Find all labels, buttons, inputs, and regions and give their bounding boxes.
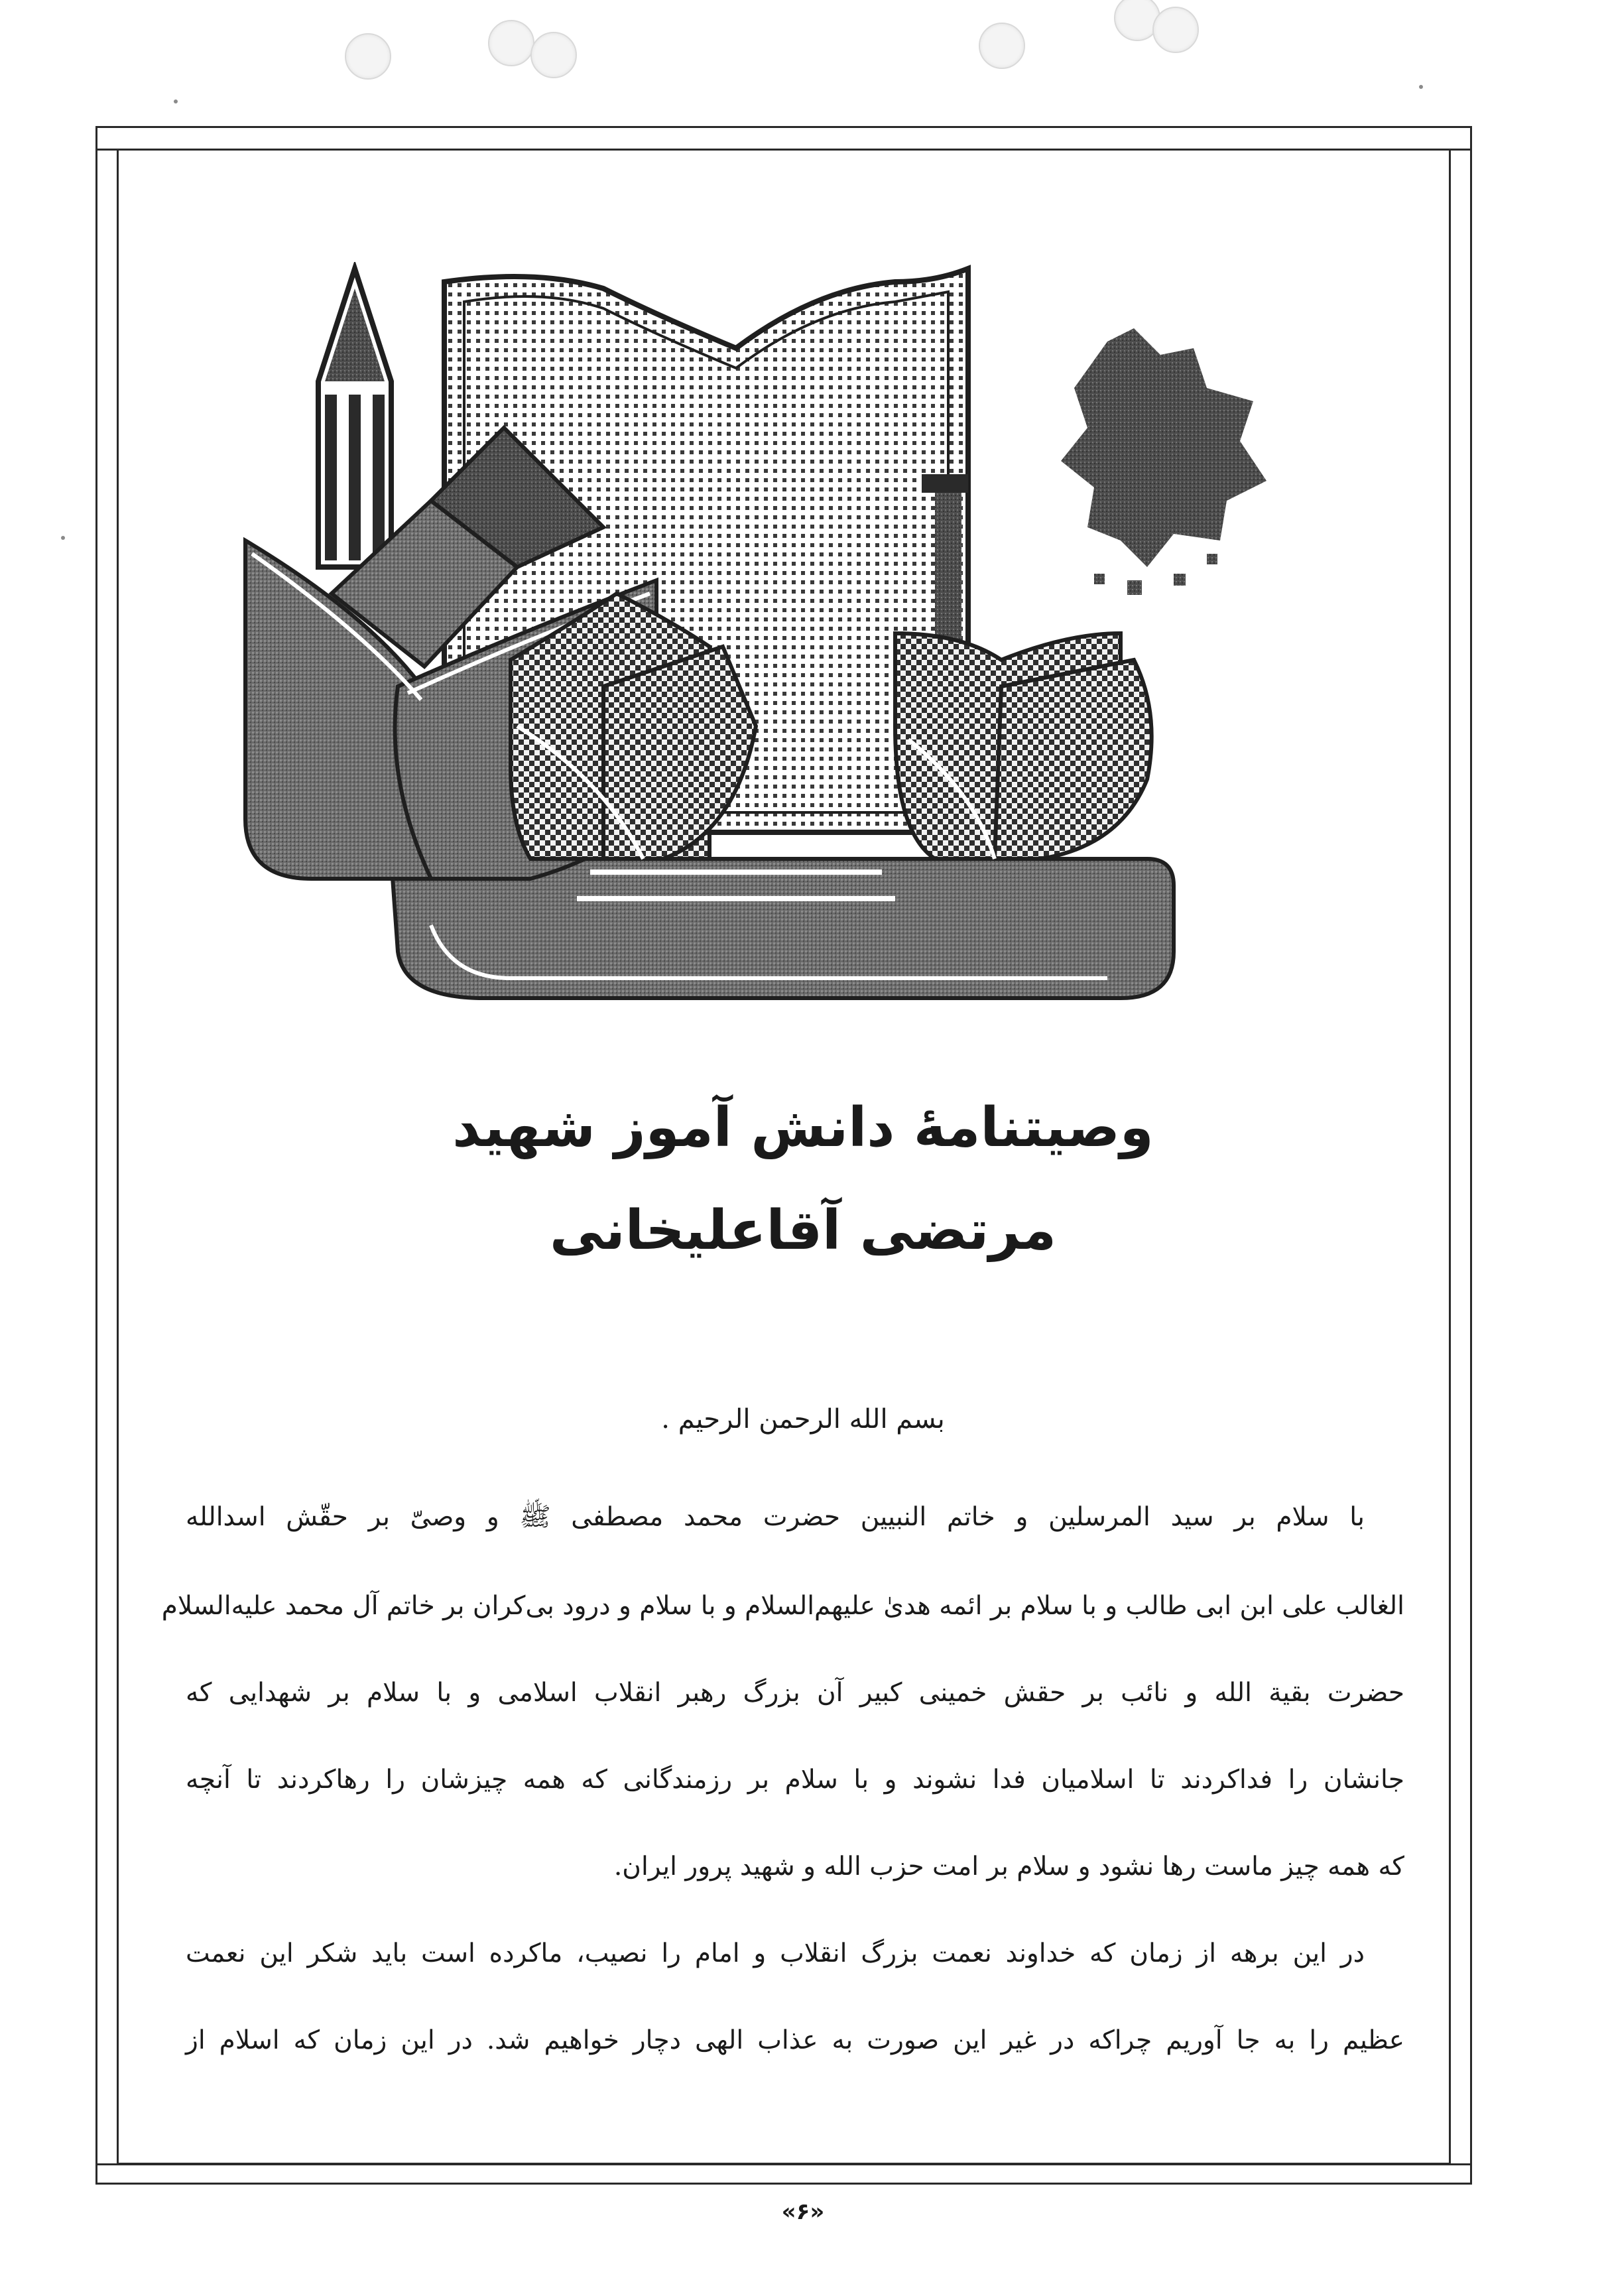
punch-hole — [488, 20, 534, 66]
pencil-icon — [318, 269, 391, 567]
punch-hole — [345, 33, 391, 80]
page-frame-bottom-band — [95, 2163, 1472, 2185]
body-line: عظیم را به جا آوریم چراکه در غیر این صورت به عذاب الهی دچار خواهیم شد. در این زمان که اسلام از — [186, 2025, 1404, 2055]
scan-speck — [61, 536, 65, 540]
basmala: بسم الله الرحمن الرحیم . — [661, 1404, 945, 1435]
body-line: با سلام بر سید المرسلین و خاتم النبیین حضرت محمد مصطفی ﷺ و وصیّ بر حقّش اسدالله — [186, 1502, 1365, 1532]
body-line: حضرت بقیة الله و نائب بر حقش خمینی کبیر آن بزرگ رهبر انقلاب اسلامی و با سلام بر شهدایی که — [186, 1678, 1404, 1708]
page-title: وصیتنامهٔ دانش آموز شهید — [452, 1096, 1154, 1159]
tulip-right — [895, 633, 1152, 859]
punch-hole — [530, 32, 577, 78]
body-line: در این برهه از زمان که خداوند نعمت بزرگ انقلاب و امام را نصیب، ماکرده است باید شکر این نعمت — [186, 1939, 1365, 1968]
emblem-illustration — [232, 262, 1320, 1018]
scan-speck — [1419, 85, 1423, 89]
punch-hole — [979, 23, 1025, 69]
body-line: جانشان را فداکردند تا اسلامیان فدا نشوند و با سلام بر رزمندگانی که همه چیزشان را رهاکردند تا آنچه — [186, 1765, 1404, 1795]
body-line: که همه چیز ماست رها نشود و سلام بر امت حزب الله و شهید پرور ایران. — [613, 1852, 1404, 1881]
page-frame-top-band — [95, 126, 1472, 151]
sun-icon — [1061, 328, 1266, 595]
punch-hole — [1152, 7, 1199, 53]
page-number: «۶» — [781, 2199, 825, 2225]
martyr-name: مرتضی آقاعلیخانی — [549, 1199, 1057, 1262]
body-line: الغالب علی ابن ابی طالب و با سلام بر ائمه هدیٰ علیهم‌السلام و با سلام و درود بی‌کران بر خاتم آل محمد علیه‌السلام — [161, 1591, 1404, 1621]
scan-speck — [174, 99, 178, 103]
